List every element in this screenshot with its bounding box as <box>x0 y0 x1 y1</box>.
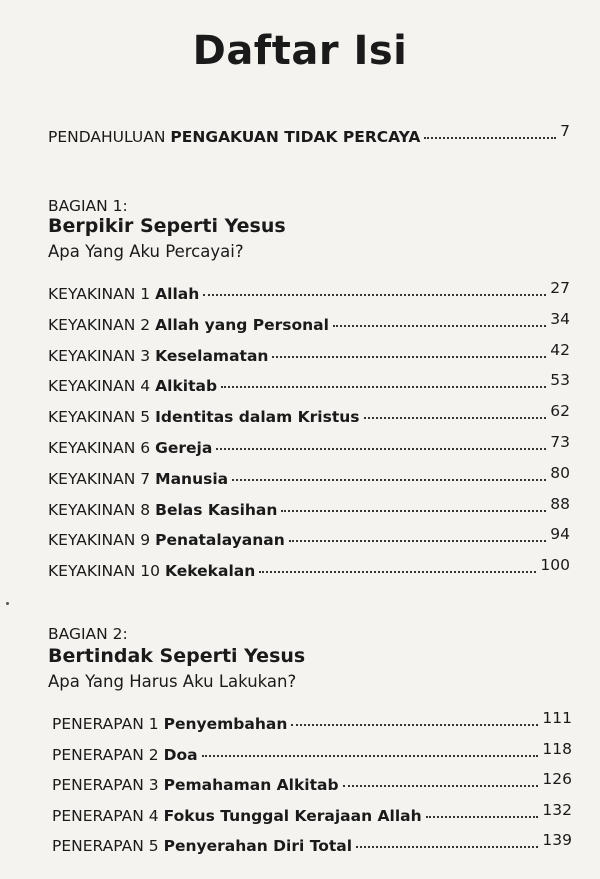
entry-name: Doa <box>163 745 198 764</box>
toc-entry[interactable] <box>48 433 570 457</box>
toc-entry[interactable] <box>52 709 572 733</box>
dot-leader <box>291 724 538 726</box>
entry-name: Belas Kasihan <box>155 500 278 519</box>
entry-name: Gereja <box>155 439 213 457</box>
part2-title: Bertindak Seperti Yesus <box>48 645 306 667</box>
dot-leader <box>364 417 547 419</box>
entry-label: KEYAKINAN 7 <box>48 469 151 488</box>
entry-page-number: 42 <box>550 340 570 359</box>
entry-name: Penyembahan <box>163 715 288 733</box>
entry-label: KEYAKINAN 6 <box>48 439 151 457</box>
toc-entry[interactable] <box>48 340 570 365</box>
entry-name: Fokus Tunggal Kerajaan Allah <box>163 806 422 825</box>
dot-leader <box>356 846 538 848</box>
dot-leader <box>424 137 556 139</box>
dot-leader <box>259 571 536 573</box>
entry-page-number: 80 <box>550 463 570 482</box>
dot-leader <box>289 540 546 542</box>
entry-name: Alkitab <box>155 377 218 396</box>
entry-name: Identitas dalam Kristus <box>155 408 360 427</box>
part2-label: BAGIAN 2: <box>48 625 128 643</box>
part1-label: BAGIAN 1: <box>48 197 128 215</box>
entry-label: KEYAKINAN 10 <box>48 562 161 581</box>
entry-name: Allah yang Personal <box>155 315 329 334</box>
toc-entry[interactable] <box>52 800 572 825</box>
dot-leader <box>221 386 546 388</box>
entry-name: Pemahaman Alkitab <box>163 776 339 794</box>
entry-page-number: 126 <box>542 770 572 788</box>
toc-entry[interactable] <box>48 463 570 488</box>
toc-entry[interactable] <box>52 831 572 855</box>
entry-page-number: 7 <box>560 122 570 140</box>
dot-leader <box>216 448 546 450</box>
entry-label: KEYAKINAN 3 <box>48 346 151 365</box>
entry-label: PENERAPAN 4 <box>52 806 159 825</box>
entry-label: PENERAPAN 3 <box>52 776 159 794</box>
entry-page-number: 88 <box>550 494 570 513</box>
dot-leader <box>281 510 546 512</box>
entry-page-number: 94 <box>550 525 570 544</box>
entry-page-number: 73 <box>550 433 570 451</box>
entry-label: PENERAPAN 5 <box>52 837 159 855</box>
toc-entry[interactable] <box>48 309 570 334</box>
part1-title: Berpikir Seperti Yesus <box>48 215 286 237</box>
entry-label: KEYAKINAN 5 <box>48 408 151 427</box>
part1-subtitle: Apa Yang Aku Percayai? <box>48 242 244 261</box>
toc-entry[interactable] <box>48 402 570 427</box>
entry-label: KEYAKINAN 1 <box>48 285 151 303</box>
toc-entry-intro[interactable] <box>48 122 570 146</box>
entry-page-number: 100 <box>540 556 570 575</box>
entry-page-number: 118 <box>542 739 572 758</box>
dot-leader <box>203 294 546 296</box>
entry-label: PENERAPAN 2 <box>52 745 159 764</box>
entry-label: KEYAKINAN 8 <box>48 500 151 519</box>
entry-label: KEYAKINAN 2 <box>48 315 151 334</box>
entry-page-number: 27 <box>550 279 570 297</box>
entry-name: Penyerahan Diri Total <box>163 837 353 855</box>
entry-label: PENDAHULUAN <box>48 128 166 146</box>
dot-leader <box>202 755 539 757</box>
entry-page-number: 34 <box>550 309 570 328</box>
dot-leader <box>343 785 539 787</box>
entry-name: Penatalayanan <box>155 531 285 550</box>
page-title: Daftar Isi <box>192 28 408 74</box>
part2-subtitle: Apa Yang Harus Aku Lakukan? <box>48 672 297 691</box>
toc-entry[interactable] <box>52 739 572 764</box>
toc-entry[interactable] <box>52 770 572 794</box>
entry-page-number: 62 <box>550 402 570 421</box>
entry-name: Keselamatan <box>155 346 269 365</box>
toc-entry[interactable] <box>48 494 570 519</box>
entry-label: KEYAKINAN 4 <box>48 377 151 396</box>
entry-page-number: 139 <box>542 831 572 849</box>
entry-name: Allah <box>155 285 200 303</box>
dot-leader <box>426 816 539 818</box>
toc-entry[interactable] <box>48 371 570 396</box>
print-speck <box>6 602 9 605</box>
dot-leader <box>333 325 546 327</box>
entry-name: Kekekalan <box>165 562 256 581</box>
entry-label: PENERAPAN 1 <box>52 715 159 733</box>
entry-page-number: 53 <box>550 371 570 390</box>
toc-entry[interactable] <box>48 556 570 581</box>
entry-label: KEYAKINAN 9 <box>48 531 151 550</box>
dot-leader <box>272 356 546 358</box>
toc-entry[interactable] <box>48 525 570 550</box>
dot-leader <box>232 479 546 481</box>
entry-name: Manusia <box>155 469 229 488</box>
toc-entry[interactable] <box>48 279 570 303</box>
entry-page-number: 132 <box>542 800 572 819</box>
entry-name: PENGAKUAN TIDAK PERCAYA <box>170 128 421 146</box>
entry-page-number: 111 <box>542 709 572 727</box>
